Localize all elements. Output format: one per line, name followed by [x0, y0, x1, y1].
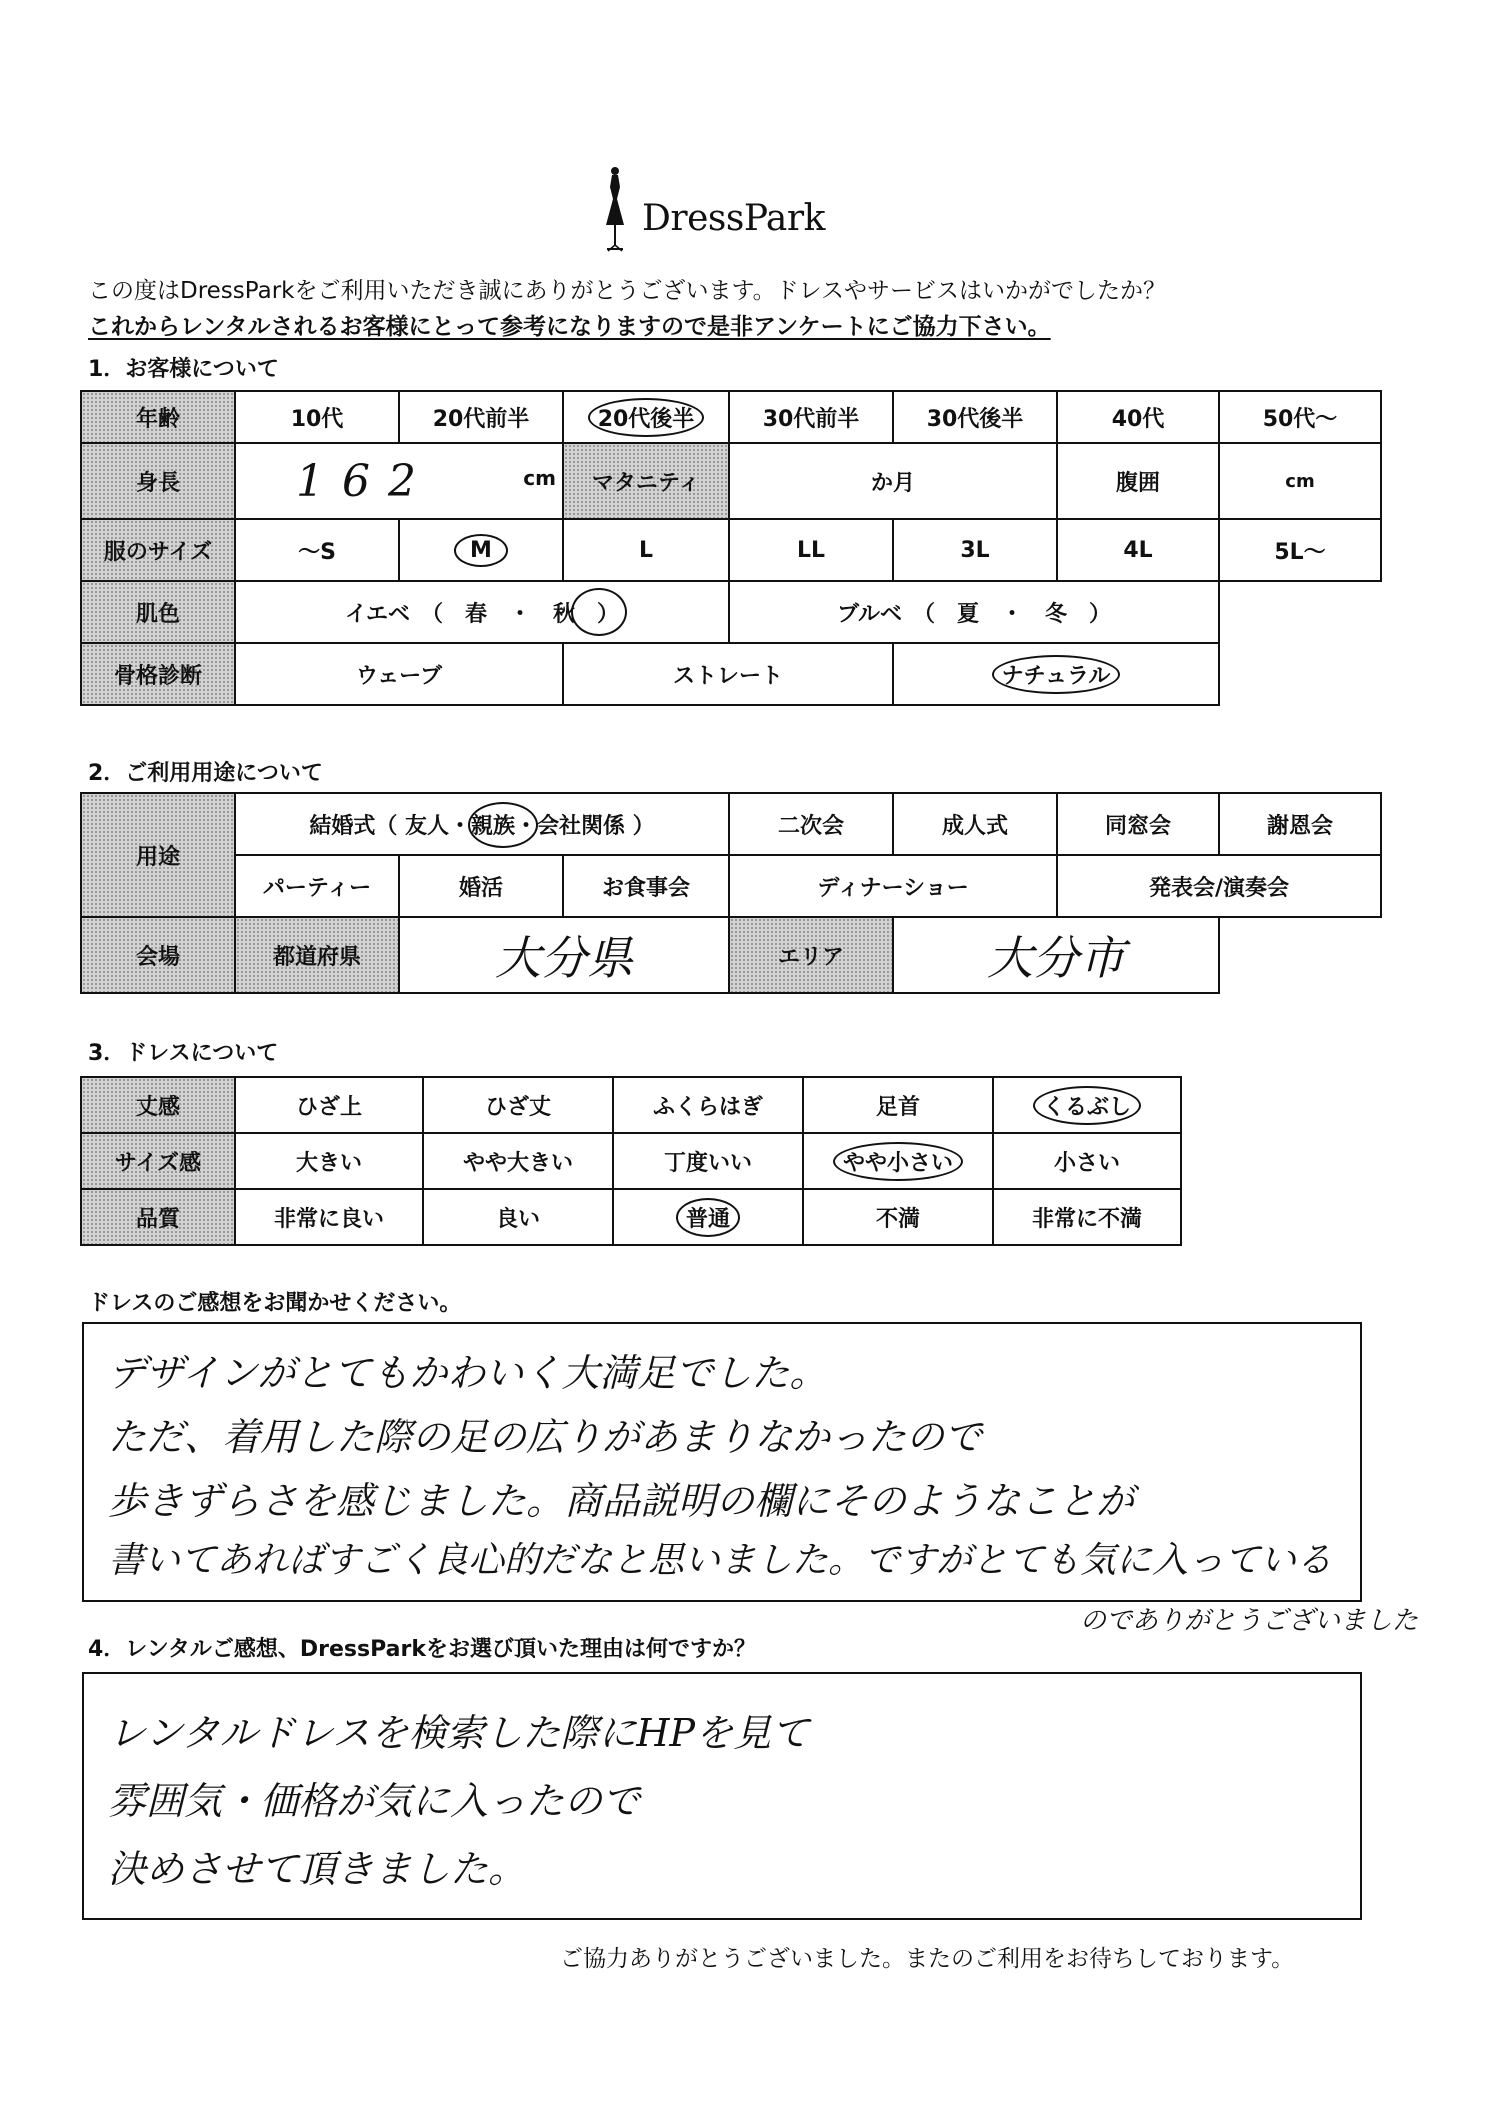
size-option[interactable]: 4L	[1057, 519, 1219, 581]
size-label: 服のサイズ	[81, 519, 235, 581]
age-option[interactable]: 30代前半	[729, 391, 893, 443]
reason-line: レンタルドレスを検索した際にHPを見て	[108, 1711, 810, 1755]
bone-option[interactable]: ウェーブ	[235, 643, 563, 705]
bone-label: 骨格診断	[81, 643, 235, 705]
quality-option[interactable]: 良い	[423, 1189, 613, 1245]
age-option[interactable]: 10代	[235, 391, 399, 443]
intro-line1: この度はDressParkをご利用いただき誠にありがとうございます。ドレスやサービスはいかがでしたか？	[88, 278, 1166, 304]
height-unit: cm	[523, 466, 556, 490]
logo-text: DressPark	[642, 198, 825, 239]
dress-table	[80, 1076, 1182, 1246]
feedback-line: 歩きずらさを感じました。商品説明の欄にそのようなことが	[108, 1479, 1135, 1523]
selection-circle: ナチュラル	[992, 655, 1121, 694]
usage-label: 用途	[81, 793, 235, 917]
usage-option[interactable]: 同窓会	[1057, 793, 1219, 855]
fit-option[interactable]: 小さい	[993, 1133, 1181, 1189]
height-value: 162	[296, 455, 434, 507]
size-option[interactable]: LL	[729, 519, 893, 581]
size-option[interactable]: L	[563, 519, 729, 581]
height-label: 身長	[81, 443, 235, 519]
fit-option[interactable]: 大きい	[235, 1133, 423, 1189]
fit-option-selected[interactable]	[803, 1133, 993, 1189]
reason-line: 雰囲気・価格が気に入ったので	[108, 1779, 641, 1823]
age-option[interactable]: 30代後半	[893, 391, 1057, 443]
customer-table	[80, 390, 1382, 706]
feedback-title: ドレスのご感想をお聞かせください。	[88, 1291, 462, 1316]
wedding-option[interactable]	[235, 793, 729, 855]
selection-circle: くるぶし	[1033, 1086, 1141, 1125]
empty-cell	[1219, 643, 1381, 705]
age-option-selected[interactable]	[563, 391, 729, 443]
length-option[interactable]: ふくらはぎ	[613, 1077, 803, 1133]
quality-option-selected[interactable]	[613, 1189, 803, 1245]
skin-label: 肌色	[81, 581, 235, 643]
selection-circle: 20代後半	[588, 398, 705, 437]
section2-title: 2．ご利用用途について	[88, 761, 323, 786]
length-option-selected[interactable]	[993, 1077, 1181, 1133]
bone-option-selected[interactable]	[893, 643, 1219, 705]
quality-label: 品質	[81, 1189, 235, 1245]
reason-box[interactable]	[82, 1672, 1362, 1920]
feedback-line: のでありがとうございました	[1080, 1606, 1419, 1636]
usage-option[interactable]: お食事会	[563, 855, 729, 917]
feedback-line: デザインがとてもかわいく大満足でした。	[108, 1351, 828, 1395]
waist-label: 腹囲	[1057, 443, 1219, 519]
usage-option[interactable]: 成人式	[893, 793, 1057, 855]
empty-cell	[1219, 917, 1381, 993]
fit-option[interactable]: 丁度いい	[613, 1133, 803, 1189]
wedding-selection-circle	[468, 802, 538, 848]
skin-yellow-text: イエベ （ 春 ・ 秋 ）	[344, 601, 620, 627]
skin-yellow-option[interactable]	[235, 581, 729, 643]
section4-title: 4．レンタルご感想、DressParkをお選び頂いた理由は何ですか？	[88, 1637, 756, 1662]
usage-option[interactable]: ディナーショー	[729, 855, 1057, 917]
feedback-line: 書いてあればすごく良心的だなと思いました。ですがとても気に入っている	[108, 1540, 1333, 1581]
bone-option[interactable]: ストレート	[563, 643, 893, 705]
intro-line2: これからレンタルされるお客様にとって参考になりますので是非アンケートにご協力下さい。	[88, 314, 1051, 340]
venue-label: 会場	[81, 917, 235, 993]
selection-circle: やや小さい	[833, 1142, 963, 1181]
age-option[interactable]: 40代	[1057, 391, 1219, 443]
usage-option[interactable]: 発表会/演奏会	[1057, 855, 1381, 917]
feedback-line: ただ、着用した際の足の広りがあまりなかったので	[108, 1415, 983, 1459]
selection-circle: 普通	[676, 1198, 740, 1237]
size-option[interactable]: ～S	[235, 519, 399, 581]
prefecture-label: 都道府県	[235, 917, 399, 993]
quality-option[interactable]: 非常に良い	[235, 1189, 423, 1245]
maternity-label: マタニティ	[563, 443, 729, 519]
quality-option[interactable]: 不満	[803, 1189, 993, 1245]
fit-option[interactable]: やや大きい	[423, 1133, 613, 1189]
empty-cell	[1219, 581, 1381, 643]
age-option[interactable]: 20代前半	[399, 391, 563, 443]
usage-table	[80, 792, 1382, 994]
size-option-selected[interactable]	[399, 519, 563, 581]
selection-circle: M	[454, 534, 508, 567]
usage-option[interactable]: パーティー	[235, 855, 399, 917]
waist-unit[interactable]: cm	[1219, 443, 1381, 519]
size-option[interactable]: 3L	[893, 519, 1057, 581]
usage-option[interactable]: 二次会	[729, 793, 893, 855]
usage-option[interactable]: 謝恩会	[1219, 793, 1381, 855]
section3-title: 3．ドレスについて	[88, 1041, 279, 1066]
length-option[interactable]: ひざ丈	[423, 1077, 613, 1133]
dress-form-icon	[600, 165, 630, 255]
maternity-months-field[interactable]: か月	[729, 443, 1057, 519]
size-option[interactable]: 5L～	[1219, 519, 1381, 581]
length-label: 丈感	[81, 1077, 235, 1133]
feedback-box[interactable]	[82, 1322, 1362, 1602]
skin-selection-circle	[571, 588, 627, 636]
usage-option[interactable]: 婚活	[399, 855, 563, 917]
prefecture-value[interactable]: 大分県	[399, 917, 729, 993]
age-option[interactable]: 50代～	[1219, 391, 1381, 443]
fit-label: サイズ感	[81, 1133, 235, 1189]
area-value[interactable]: 大分市	[893, 917, 1219, 993]
length-option[interactable]: 足首	[803, 1077, 993, 1133]
section1-title: 1．お客様について	[88, 357, 279, 382]
area-label: エリア	[729, 917, 893, 993]
quality-option[interactable]: 非常に不満	[993, 1189, 1181, 1245]
height-field[interactable]	[235, 443, 563, 519]
age-label: 年齢	[81, 391, 235, 443]
wedding-text: 結婚式（ 友人・親族・会社関係 ）	[309, 813, 655, 839]
closing-message: ご協力ありがとうございました。またのご利用をお待ちしております。	[560, 1946, 1295, 1972]
logo	[600, 160, 860, 260]
reason-line: 決めさせて頂きました。	[108, 1847, 527, 1891]
length-option[interactable]: ひざ上	[235, 1077, 423, 1133]
skin-blue-option[interactable]: ブルベ （ 夏 ・ 冬 ）	[729, 581, 1219, 643]
